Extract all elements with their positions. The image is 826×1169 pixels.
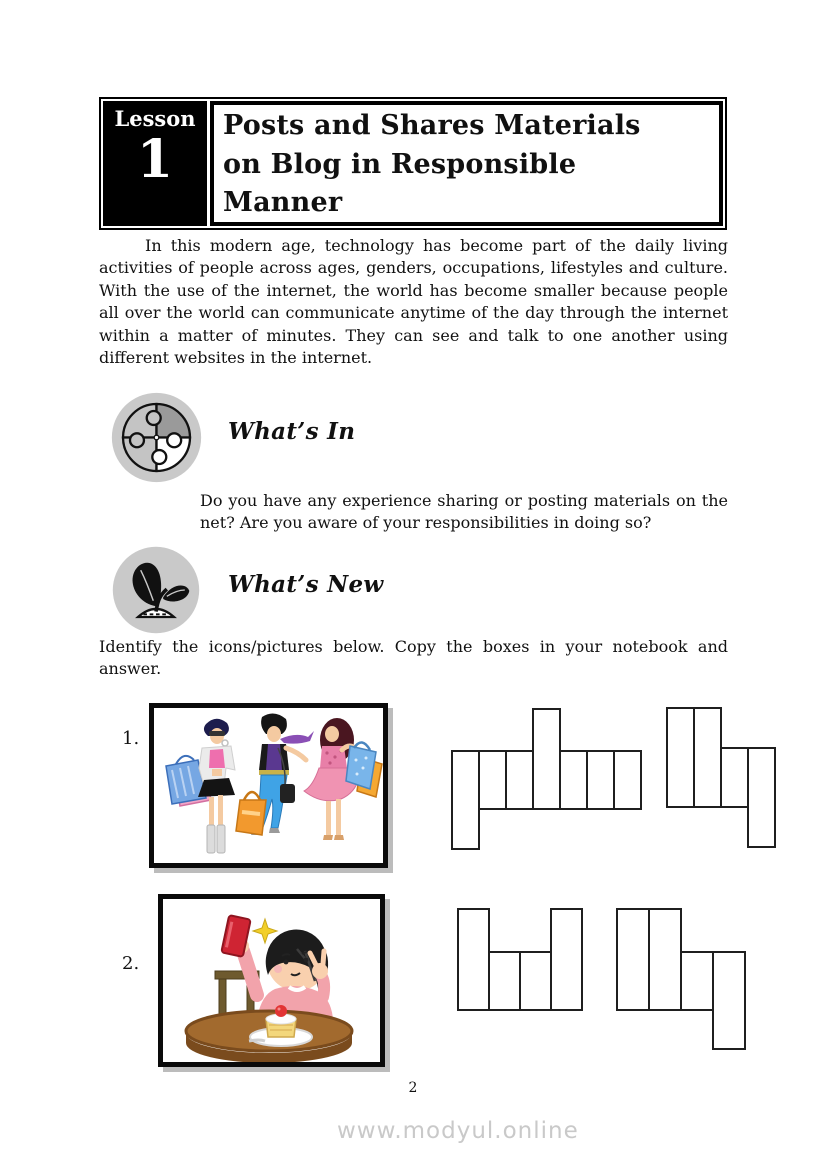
answer-letter-box (613, 750, 642, 810)
girl-photographing-food-illustration (163, 899, 380, 1062)
whats-new-heading: What’s New (228, 571, 384, 598)
answer-letter-box (550, 908, 583, 1011)
answer-letter-box (532, 708, 561, 810)
answer-letter-box (747, 747, 776, 848)
page-number: 2 (408, 1080, 418, 1096)
item-1-image-frame (149, 703, 388, 868)
lesson-title-line: Posts and Shares Materials (223, 110, 641, 141)
lesson-title-cell (210, 101, 723, 226)
answer-letter-box (478, 750, 507, 810)
lesson-label: Lesson (114, 106, 196, 131)
lesson-title-line: Manner (223, 187, 343, 218)
answer-letter-box (505, 750, 534, 810)
lesson-title-line: on Blog in Responsible (223, 148, 577, 180)
intro-paragraph: In this modern age, technology has become part of the daily living activities of people across ages, genders, occupations, lifestyles and culture. With the use of the internet, the world has become smaller because people all over the world can communicate anytime of the day through the internet within a matter of minutes. They can see and talk to one another using different websites in the internet. (99, 236, 728, 368)
answer-letter-box (586, 750, 615, 810)
answer-letter-box (693, 707, 722, 808)
lesson-number: 1 (136, 129, 174, 190)
answer-letter-box (680, 951, 714, 1011)
answer-letter-box (451, 750, 480, 850)
item-2-image-frame (158, 894, 385, 1067)
answer-letter-box (488, 951, 521, 1011)
answer-letter-box (712, 951, 746, 1050)
three-women-shopping-illustration (154, 708, 383, 863)
answer-letter-box (559, 750, 588, 810)
item-2-number: 2. (122, 953, 140, 974)
answer-letter-box (666, 707, 695, 808)
lesson-header (99, 97, 727, 230)
whats-in-text: Do you have any experience sharing or posting materials on the net? Are you aware of your responsibilities in doing so? (200, 491, 728, 533)
watermark: www.modyul.online (337, 1118, 579, 1144)
answer-letter-box (519, 951, 552, 1011)
lesson-number-cell (103, 101, 207, 226)
item-1-number: 1. (122, 728, 140, 749)
whats-in-heading: What’s In (228, 418, 356, 445)
activity-instruction: Identify the icons/pictures below. Copy the boxes in your notebook and answer. (99, 637, 728, 679)
seedling-icon (111, 545, 201, 635)
answer-letter-box (457, 908, 490, 1011)
answer-letter-box (648, 908, 682, 1011)
answer-letter-box (720, 747, 749, 808)
puzzle-pieces-icon (110, 391, 203, 484)
answer-letter-box (616, 908, 650, 1011)
